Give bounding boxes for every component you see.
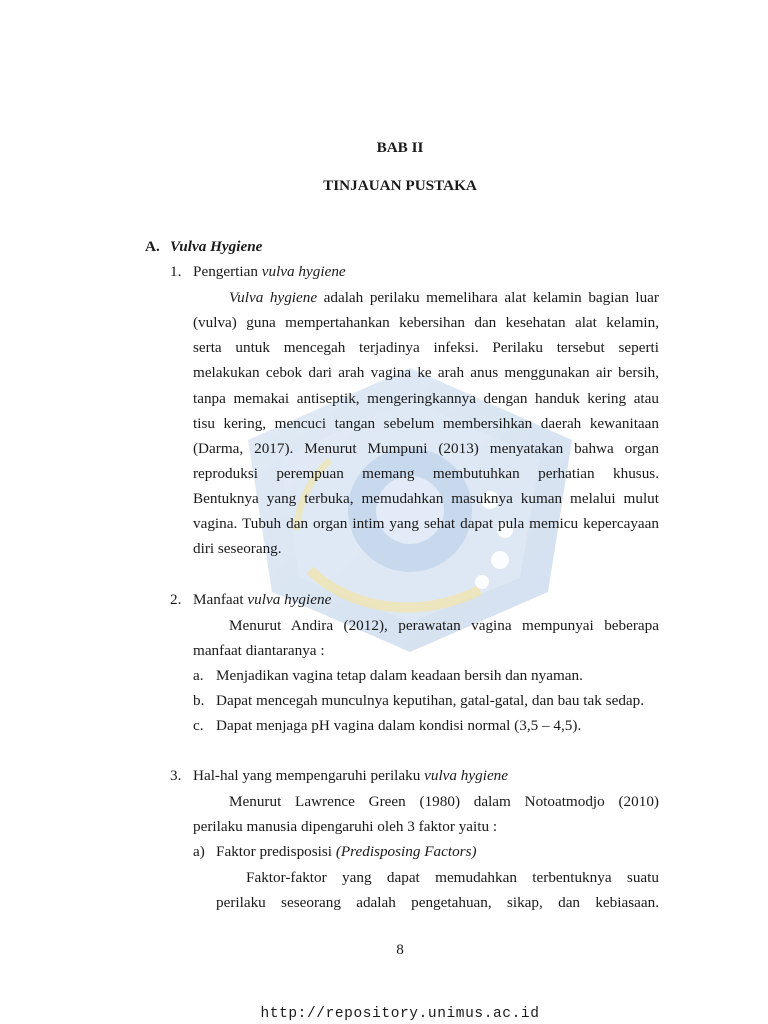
factor-a-heading: Faktor predisposisi (Predisposing Factors) [216,843,477,860]
section-a-number: A. [145,238,160,255]
para2-line1: Menurut Andira (2012), perawatan vagina mempunyai beberapa [229,617,659,634]
page-number: 8 [396,941,404,958]
benefit-c-letter: c. [193,717,204,734]
para4-line2: perilaku seseorang adalah pengetahuan, sikap, dan kebiasaan. [216,894,659,911]
benefit-b-letter: b. [193,692,205,709]
para3-line1: Menurut Lawrence Green (1980) dalam Notoatmodjo (2010) [229,793,659,810]
para3-line2: perilaku manusia dipengaruhi oleh 3 faktor yaitu : [193,818,498,835]
benefit-a-letter: a. [193,667,204,684]
para1-line8: reproduksi perempuan memang membutuhkan perhatian khusus. [193,465,659,482]
para1-line7: (Darma, 2017). Menurut Mumpuni (2013) menyatakan bahwa organ [193,440,659,457]
chapter-title: TINJAUAN PUSTAKA [323,177,477,194]
repository-url-footer[interactable]: http://repository.unimus.ac.id [260,1006,540,1022]
section-a-title: Vulva Hygiene [170,238,263,255]
para2-line2: manfaat diantaranya : [193,642,325,659]
para1-line9: Bentuknya yang terbuka, memudahkan masuknya kuman melalui mulut [193,490,659,507]
item-3-heading: Hal-hal yang mempengaruhi perilaku vulva hygiene [193,767,509,784]
para1-line2: (vulva) guna mempertahankan kebersihan dan kesehatan alat kelamin, [193,314,659,331]
chapter-label: BAB II [376,139,424,156]
item-2-heading: Manfaat vulva hygiene [193,591,332,608]
para1-line3: serta untuk mencegah terjadinya infeksi. Perilaku tersebut seperti [193,339,659,356]
para1-line11: diri seseorang. [193,540,282,557]
benefit-c-text: Dapat menjaga pH vagina dalam kondisi normal (3,5 – 4,5). [216,717,582,734]
benefit-b-text: Dapat mencegah munculnya keputihan, gatal-gatal, dan bau tak sedap. [216,692,645,709]
para1-line4: melakukan cebok dari arah vagina ke arah anus menggunakan air bersih, [193,364,659,381]
factor-a-letter: a) [193,843,205,860]
para1-line5: tanpa memakai antiseptik, mengeringkannya dengan handuk kering atau [193,390,659,407]
item-1-heading: Pengertian vulva hygiene [193,263,346,280]
para1-line1: Vulva hygiene adalah perilaku memelihara alat kelamin bagian luar [229,289,659,306]
para1-line10: vagina. Tubuh dan organ intim yang sehat dapat pula memicu kepercayaan [193,515,659,532]
item-2-number: 2. [170,591,182,608]
item-3-number: 3. [170,767,182,784]
item-1-number: 1. [170,263,182,280]
para4-line1: Faktor-faktor yang dapat memudahkan terbentuknya suatu [246,869,659,886]
benefit-a-text: Menjadikan vagina tetap dalam keadaan bersih dan nyaman. [216,667,583,684]
para1-line6: tisu kering, mencuci tangan sebelum membersihkan daerah kewanitaan [193,415,659,432]
